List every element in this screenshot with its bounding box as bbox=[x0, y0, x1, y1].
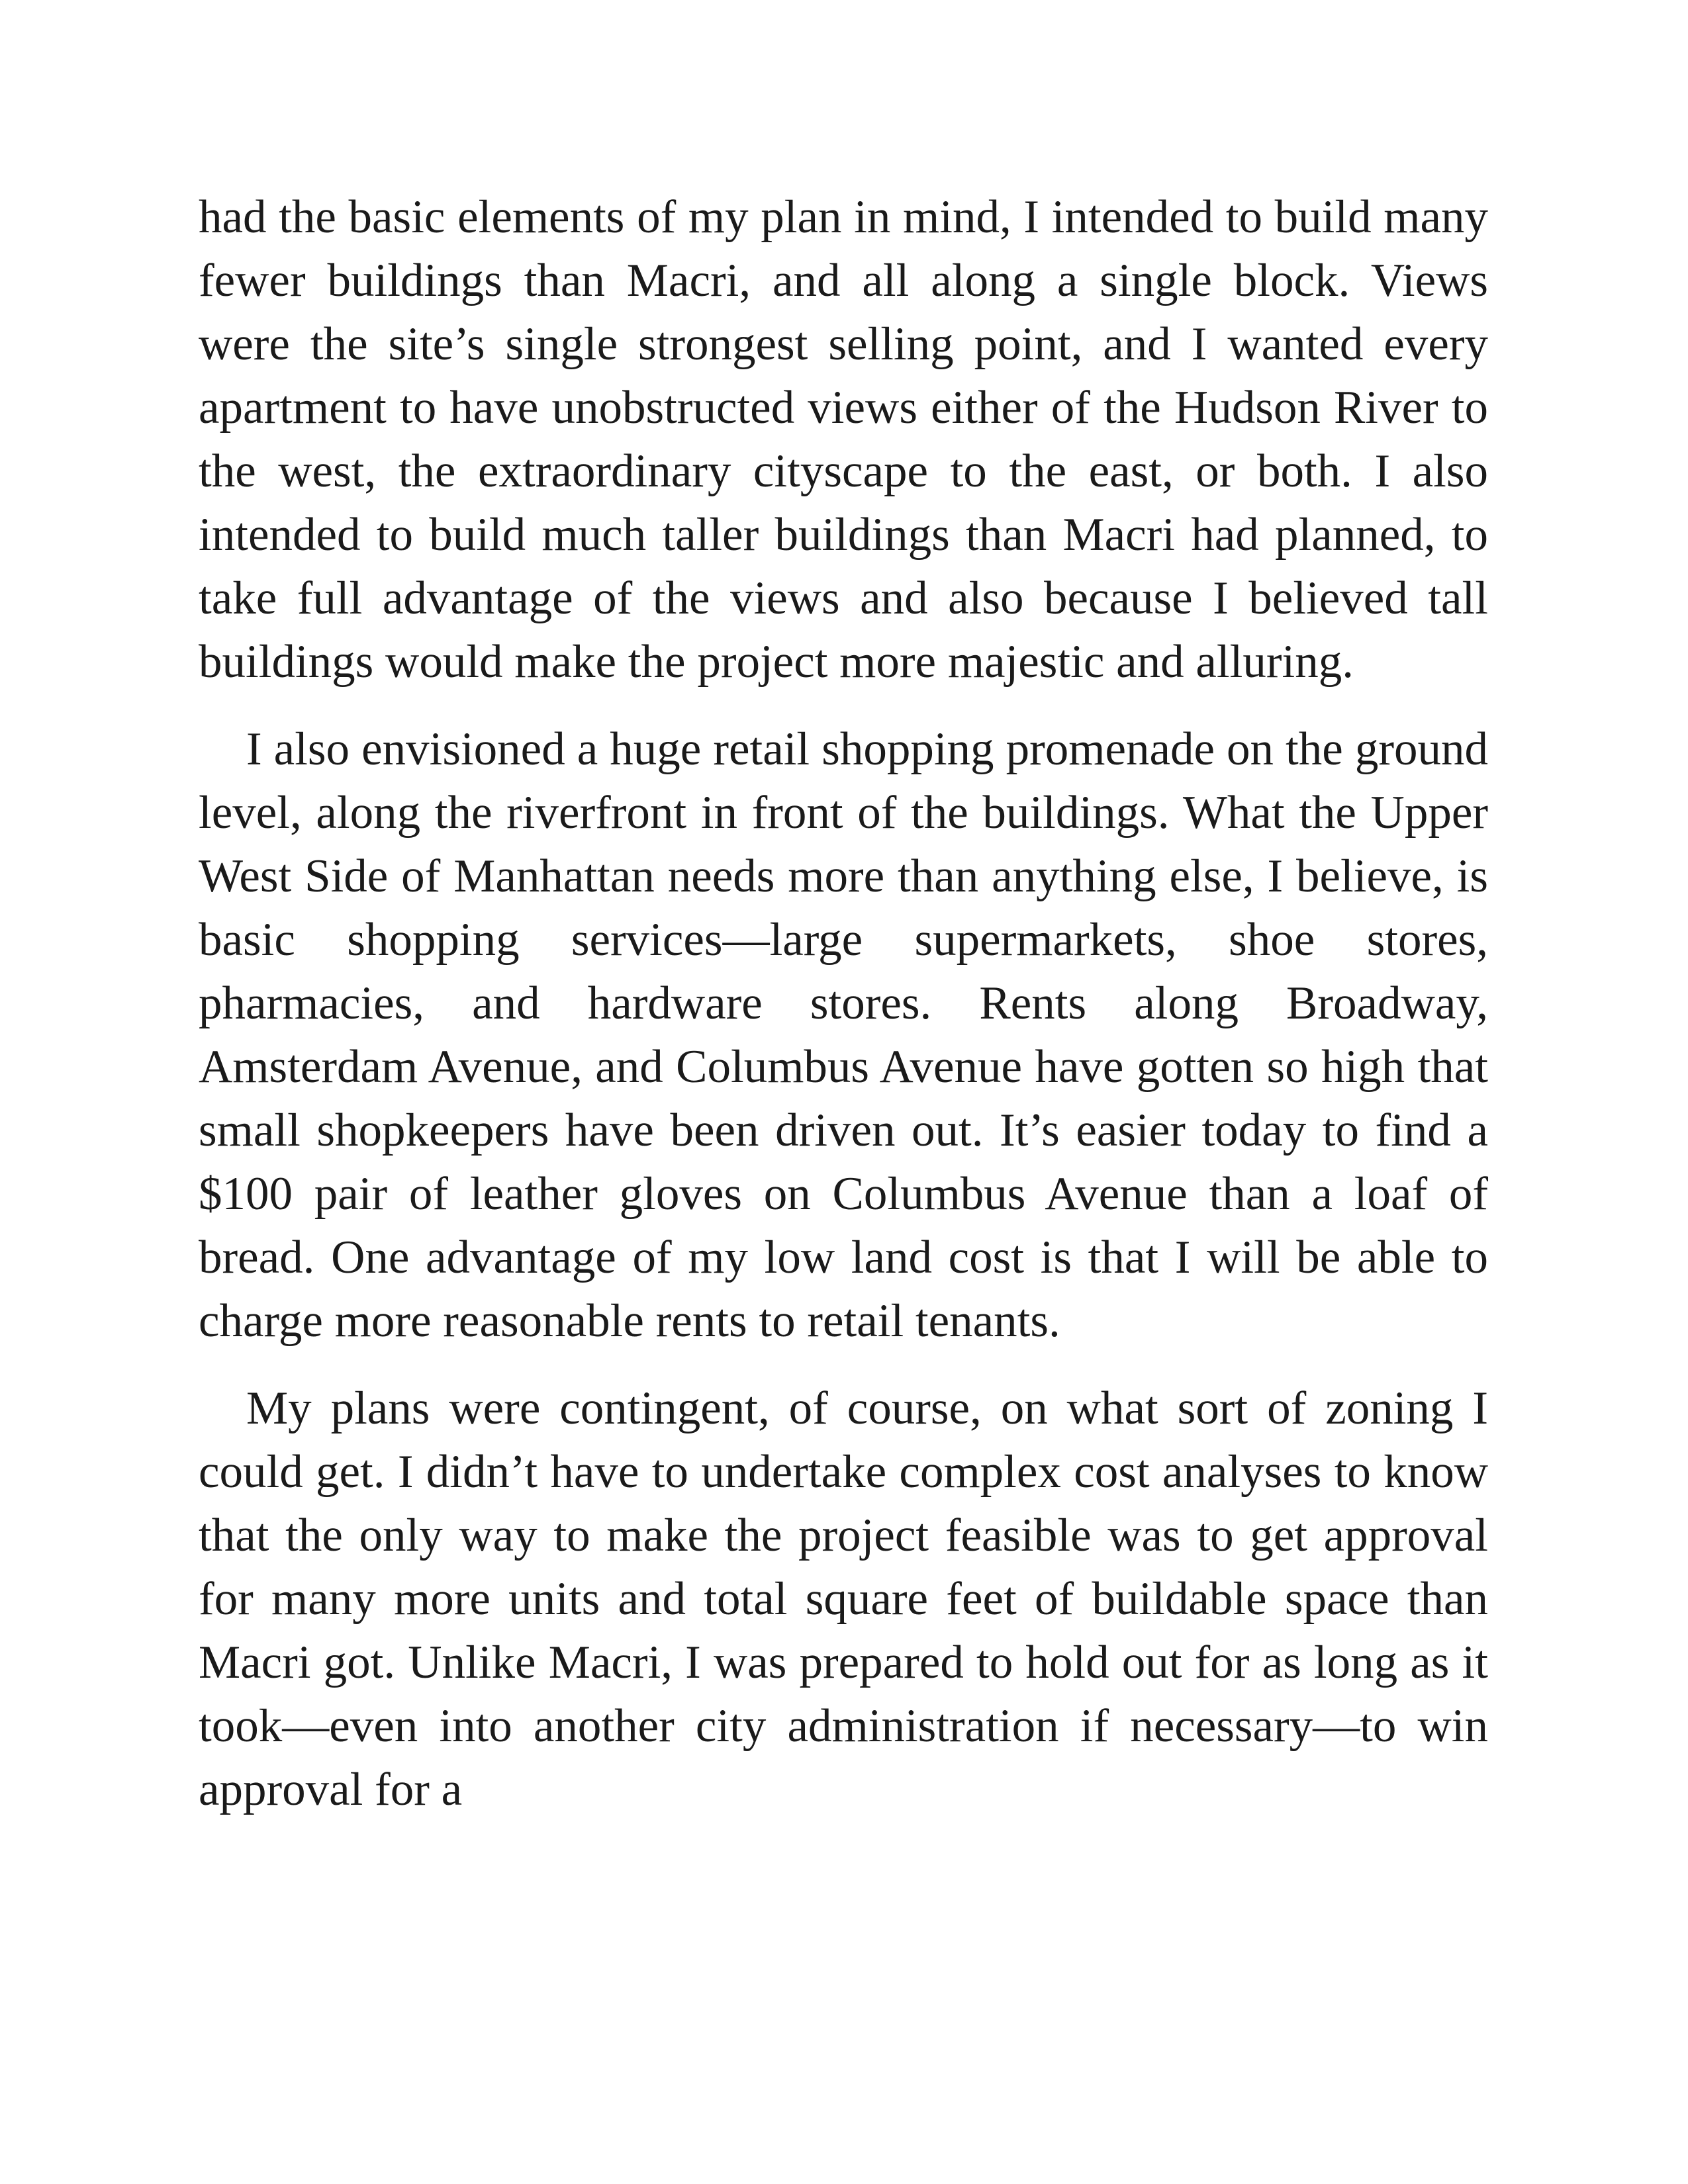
paragraph-3-line-3: analyses to know that the only way to make the project bbox=[199, 1446, 1488, 1561]
paragraph-1-line-2: many fewer buildings than Macri, and all along a single block. bbox=[199, 191, 1489, 306]
paragraph-2-line-5: supermarkets, shoe stores, pharmacies, and hardware stores. bbox=[199, 914, 1488, 1029]
paragraph-1-line-8: and also because I believed tall buildings would make the bbox=[199, 572, 1488, 688]
paragraph-2-line-10: advantage of my low land cost is that I will be able to charge bbox=[199, 1232, 1488, 1347]
paragraph-2 bbox=[199, 717, 1488, 1353]
paragraph-1-line-9: project more majestic and alluring. bbox=[697, 636, 1354, 688]
paragraph-1 bbox=[199, 185, 1488, 694]
paragraph-3-line-1: My plans were contingent, of course, on what sort of bbox=[246, 1383, 1307, 1434]
paragraph-2-line-8: driven out. It’s easier today to find a $100 pair of leather bbox=[199, 1105, 1488, 1220]
paragraph-3-line-7: another city administration if necessary—to win approval for a bbox=[199, 1700, 1488, 1815]
paragraph-2-line-6: Rents along Broadway, Amsterdam Avenue, and Columbus bbox=[199, 978, 1488, 1093]
paragraph-2-line-2: ground level, along the riverfront in front of the buildings. bbox=[199, 723, 1488, 839]
paragraph-3-line-5: square feet of buildable space than Macri got. Unlike Macri, I bbox=[199, 1573, 1488, 1688]
paragraph-1-line-6: the east, or both. I also intended to build much taller buildings bbox=[199, 445, 1488, 561]
paragraph-2-line-3: What the Upper West Side of Manhattan needs more than bbox=[199, 787, 1488, 902]
paragraph-3-line-6: was prepared to hold out for as long as it took—even into bbox=[199, 1637, 1488, 1752]
paragraph-1-line-1: had the basic elements of my plan in mind, I intended to build bbox=[199, 191, 1372, 243]
paragraph-2-line-9: gloves on Columbus Avenue than a loaf of bread. One bbox=[199, 1168, 1489, 1283]
paragraph-2-line-7: Avenue have gotten so high that small shopkeepers have been bbox=[199, 1041, 1488, 1156]
paragraph-3 bbox=[199, 1377, 1488, 1821]
paragraph-1-line-7: than Macri had planned, to take full advantage of the views bbox=[199, 509, 1488, 624]
paragraph-2-line-1: I also envisioned a huge retail shopping promenade on the bbox=[246, 723, 1343, 775]
paragraph-2-line-4: anything else, I believe, is basic shopping services—large bbox=[199, 850, 1489, 966]
paragraph-2-line-11: more reasonable rents to retail tenants. bbox=[334, 1295, 1060, 1347]
paragraph-3-line-4: feasible was to get approval for many more units and total bbox=[199, 1510, 1489, 1625]
paragraph-3-line-2: zoning I could get. I didn’t have to undertake complex cost bbox=[199, 1383, 1489, 1498]
paragraph-1-line-3: Views were the site’s single strongest selling point, and I bbox=[199, 255, 1488, 370]
document-page bbox=[199, 185, 1488, 1821]
paragraph-1-line-5: the Hudson River to the west, the extraordinary cityscape to bbox=[199, 382, 1489, 497]
paragraph-1-line-4: wanted every apartment to have unobstructed views either of bbox=[199, 318, 1489, 433]
